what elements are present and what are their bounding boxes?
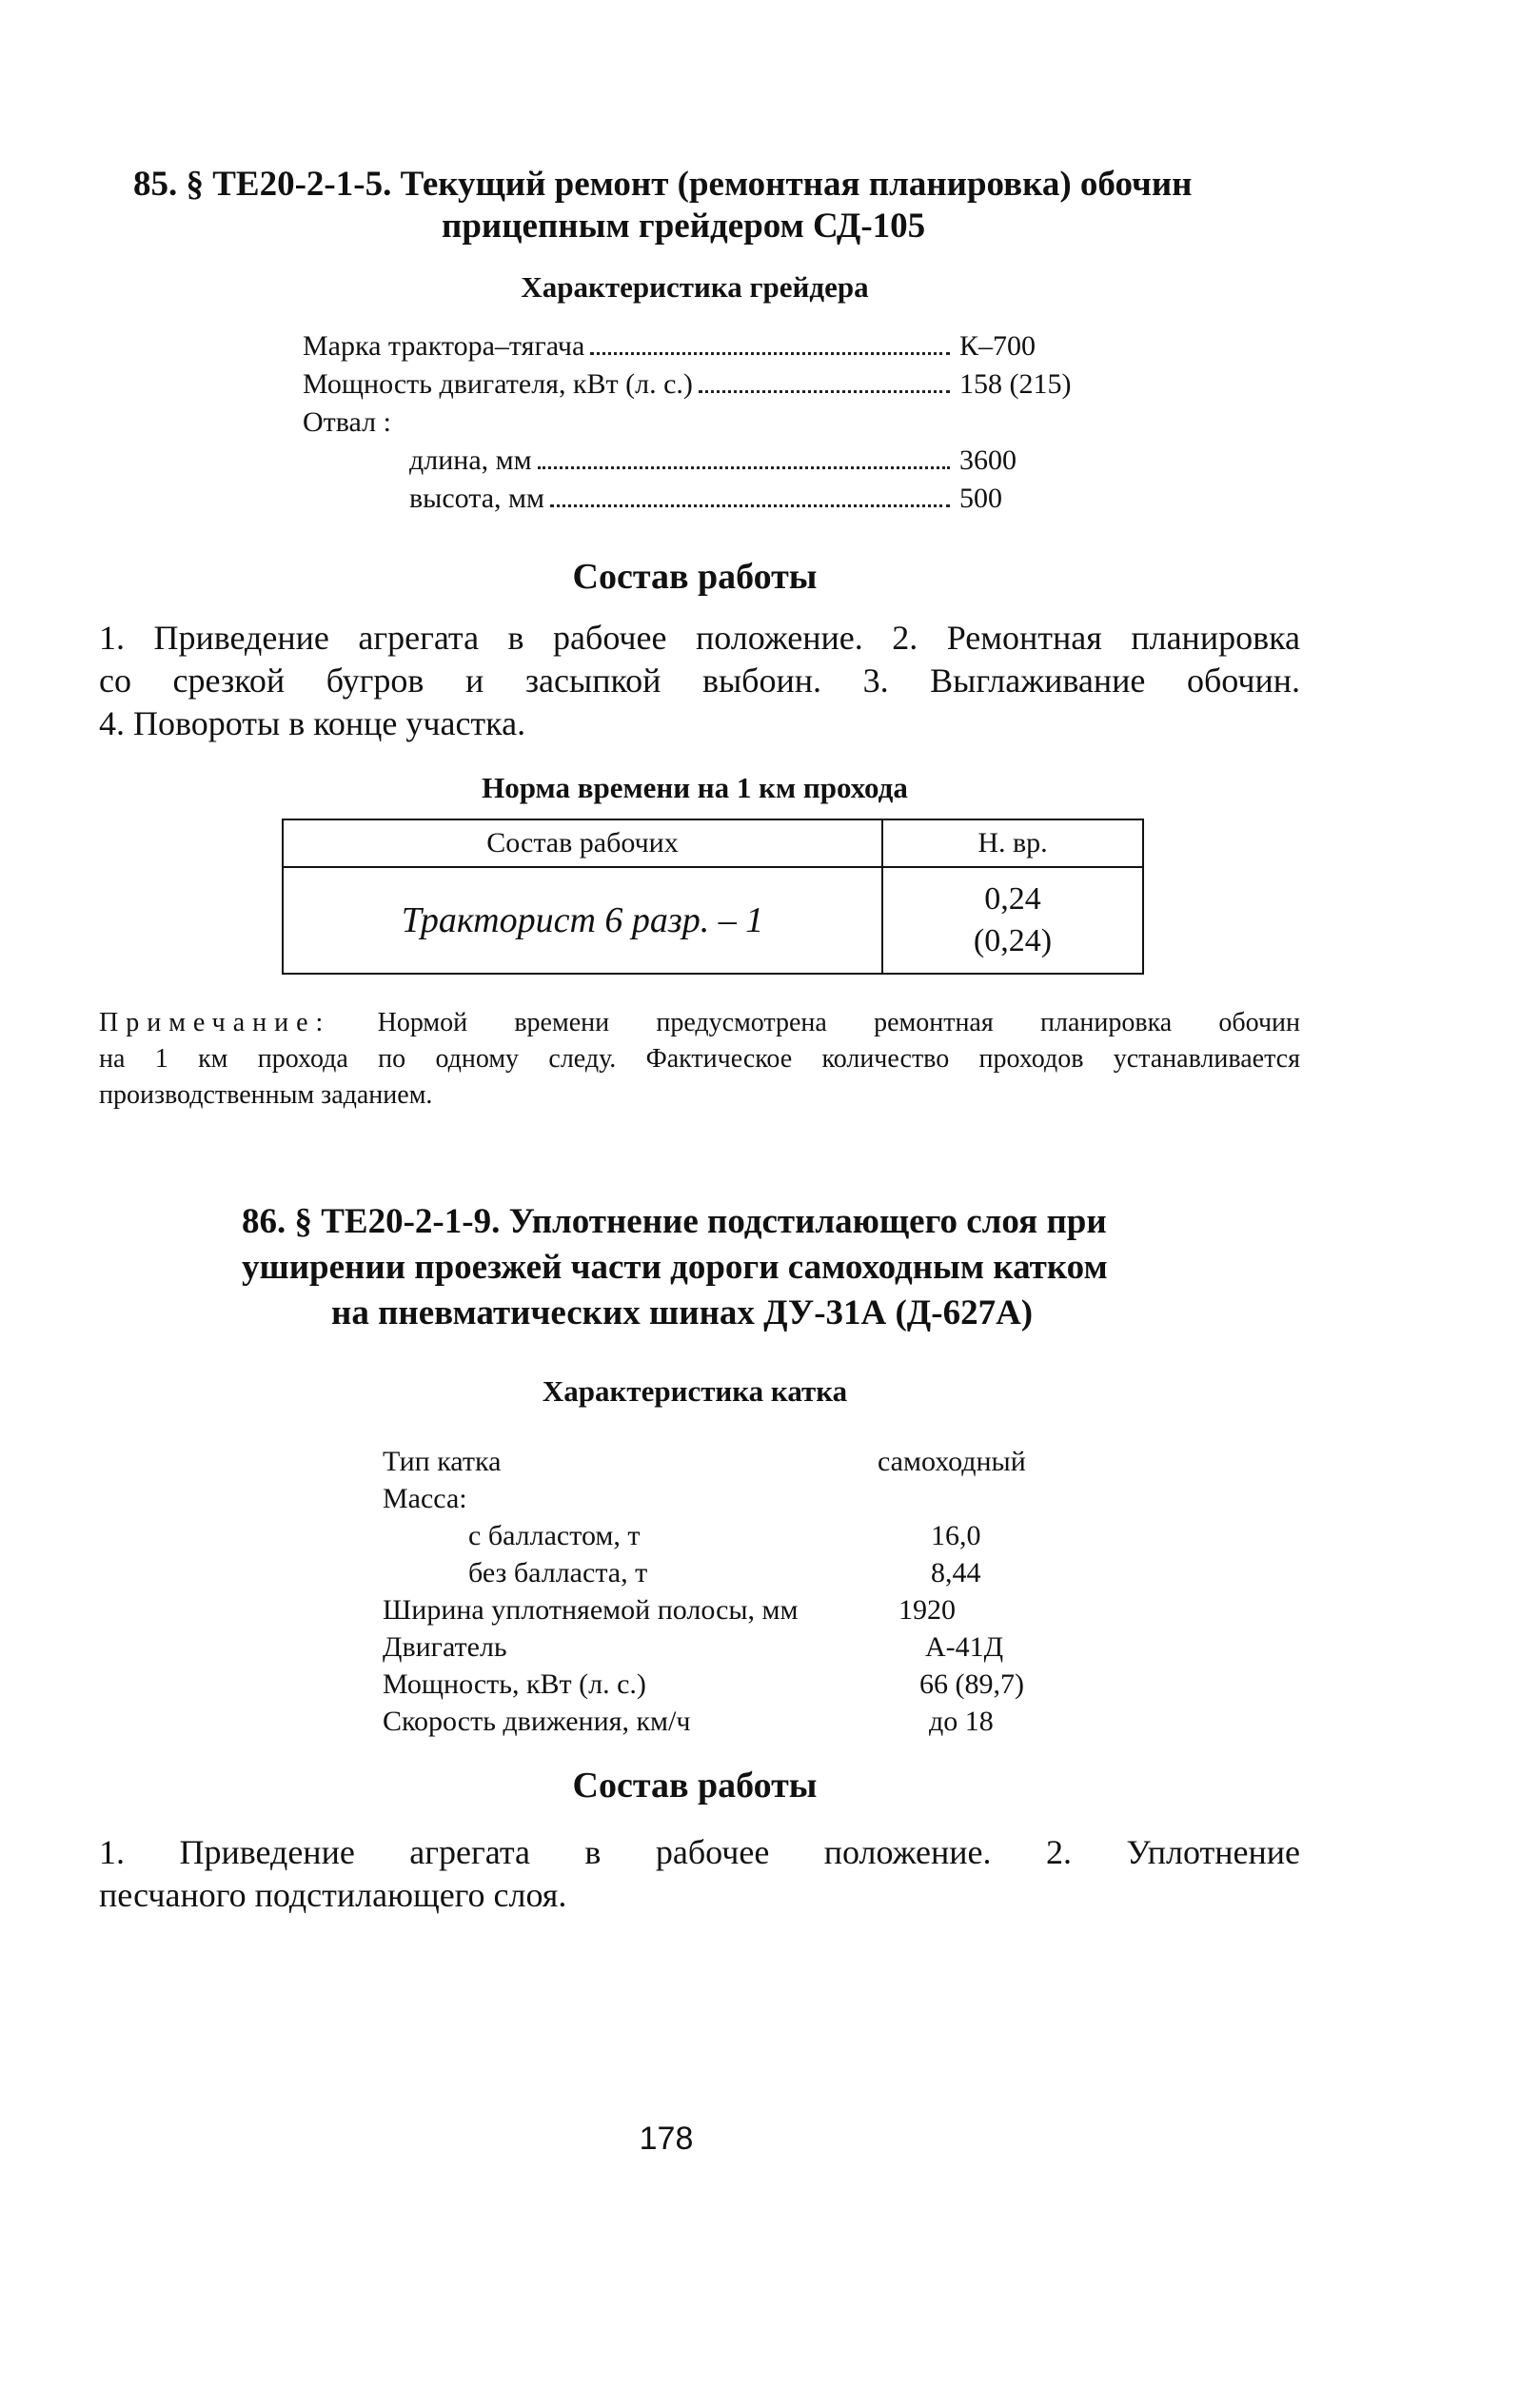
work-line: 1. Приведение агрегата в рабочее положение. 2. Уплотнение	[99, 1833, 1300, 1871]
spec-row	[383, 1443, 1106, 1480]
norm-value-cell	[882, 867, 1143, 974]
spec-value: самоходный	[878, 1446, 1026, 1477]
dot-leader	[590, 352, 950, 355]
spec-label: Мощность, кВт (л. с.)	[383, 1668, 646, 1700]
work-composition-text-86	[99, 1831, 1300, 1917]
spec-row-tractor	[303, 327, 1121, 365]
spec-row	[383, 1591, 1106, 1628]
spec-value: 500	[959, 483, 1002, 514]
spec-row-power	[303, 365, 1121, 404]
work-composition-title-85: Состав работы	[572, 557, 818, 597]
norm-title: Норма времени на 1 км прохода	[482, 771, 908, 804]
spec-label: Марка трактора–тягача	[303, 330, 585, 362]
grader-spec-title: Характеристика грейдера	[521, 270, 869, 304]
spec-label: высота, мм	[409, 483, 545, 514]
dot-leader	[550, 504, 950, 507]
dot-leader	[699, 390, 950, 393]
spec-value: А-41Д	[925, 1631, 1004, 1663]
spec-label: без балласта, т	[468, 1557, 648, 1589]
spec-label: Масса:	[383, 1483, 467, 1514]
note-line: на 1 км прохода по одному следу. Фактическое количество проходов устанавливается	[99, 1044, 1300, 1074]
spec-row	[383, 1517, 1106, 1554]
work-line: 1. Приведение агрегата в рабочее положение. 2. Ремонтная планировка	[99, 619, 1300, 657]
note-text: Нормой времени предусмотрена ремонтная планировка обочин	[377, 1008, 1300, 1037]
note-label: Примечание:	[99, 1008, 331, 1037]
grader-spec-list	[303, 327, 1121, 518]
spec-label: длина, мм	[409, 444, 532, 476]
spec-label: Скорость движения, км/ч	[383, 1706, 691, 1737]
work-line: песчаного подстилающего слоя.	[99, 1876, 567, 1914]
worker-cell: Тракторист 6 разр. – 1	[283, 867, 882, 974]
spec-value: до 18	[929, 1706, 994, 1737]
norm-value-paren: (0,24)	[973, 923, 1053, 958]
work-composition-text-85	[99, 617, 1300, 745]
spec-value: 8,44	[931, 1557, 981, 1589]
spec-label: Тип катка	[383, 1446, 502, 1477]
work-composition-title-86: Состав работы	[572, 1766, 818, 1806]
spec-label: с балластом, т	[468, 1520, 641, 1551]
spec-label: Двигатель	[383, 1631, 507, 1663]
table-header-row	[283, 819, 1143, 867]
section-86-heading-line2: уширении проезжей части дороги самоходным катком	[242, 1248, 1108, 1287]
norm-table	[282, 819, 1144, 975]
section-86-heading-line1: 86. § ТЕ20-2-1-9. Уплотнение подстилающего слоя при	[242, 1202, 1107, 1241]
spec-value: К–700	[959, 330, 1037, 362]
section-85-heading-line1: 85. § ТЕ20-2-1-5. Текущий ремонт (ремонтная планировка) обочин	[133, 165, 1193, 204]
col-header-norm: Н. вр.	[882, 819, 1143, 867]
col-header-workers: Состав рабочих	[283, 819, 882, 867]
spec-value: 158 (215)	[959, 368, 1072, 400]
note-block	[99, 1005, 1300, 1114]
spec-row	[383, 1554, 1106, 1591]
section-86-heading-line3: на пневматических шинах ДУ-31А (Д-627А)	[331, 1293, 1034, 1332]
spec-label: Мощность двигателя, кВт (л. с.)	[303, 368, 693, 400]
note-line: производственным заданием.	[99, 1080, 433, 1110]
spec-label: Ширина уплотняемой полосы, мм	[383, 1594, 799, 1626]
spec-row-blade: Отвал :	[303, 406, 391, 438]
spec-value: 16,0	[931, 1520, 981, 1551]
work-line: со срезкой бугров и засыпкой выбоин. 3. Выглаживание обочин.	[99, 661, 1300, 700]
dot-leader	[538, 466, 950, 469]
spec-row	[383, 1480, 1106, 1517]
spec-value: 3600	[959, 444, 1017, 476]
spec-row	[383, 1628, 1106, 1666]
spec-row	[383, 1666, 1106, 1703]
spec-row	[383, 1703, 1106, 1740]
section-85-heading-line2: прицепным грейдером СД-105	[442, 207, 926, 246]
note-line	[99, 1005, 1300, 1041]
table-row	[283, 867, 1143, 974]
norm-value: 0,24	[984, 881, 1041, 917]
page-number: 178	[639, 2121, 694, 2157]
work-line: 4. Повороты в конце участка.	[99, 704, 526, 742]
spec-value: 1920	[898, 1594, 956, 1626]
spec-row-height	[409, 480, 1121, 518]
spec-value: 66 (89,7)	[919, 1668, 1024, 1700]
roller-spec-list	[383, 1443, 1106, 1740]
spec-row-length	[409, 442, 1121, 480]
roller-spec-title: Характеристика катка	[542, 1374, 848, 1408]
